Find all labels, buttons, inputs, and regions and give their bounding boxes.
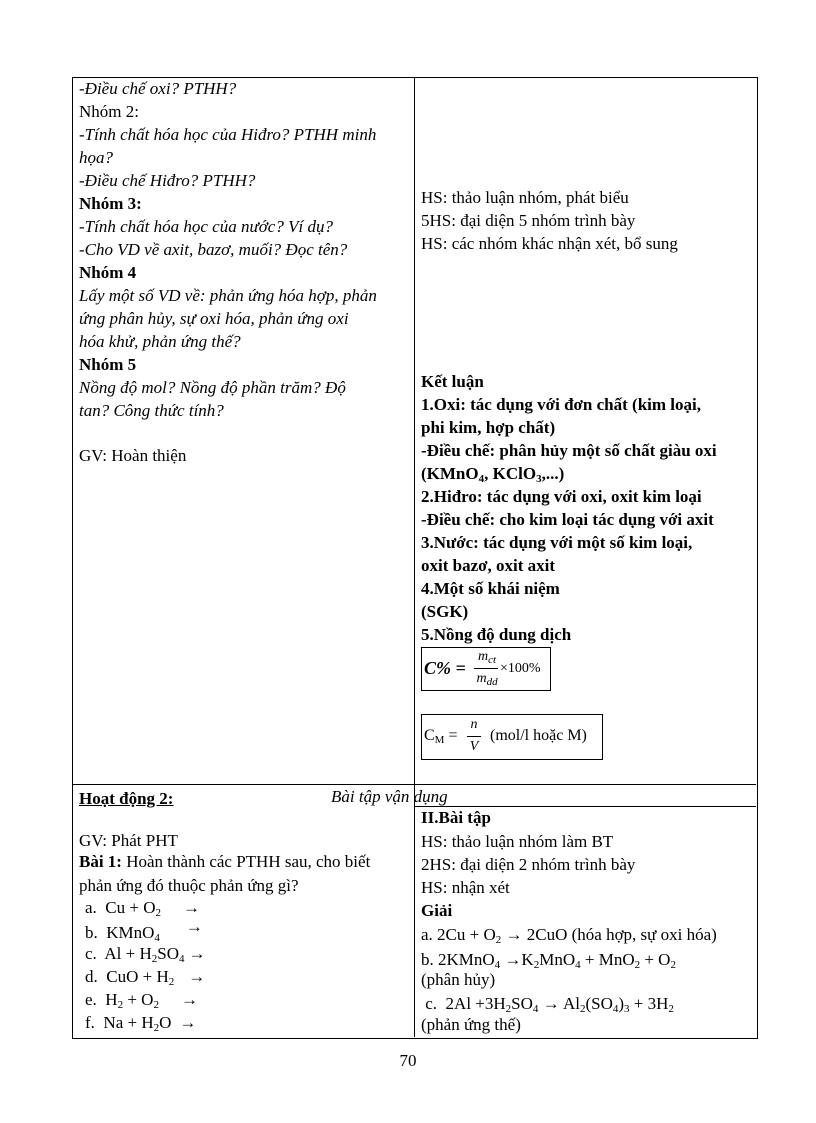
- fraction-bar: [467, 736, 481, 737]
- text-line: 3.Nước: tác dụng với một số kim loại,: [421, 533, 693, 552]
- formula-lhs: C% =: [424, 658, 466, 678]
- formula-rhs: (mol/l hoặc M): [490, 727, 587, 744]
- group-heading: Nhóm 3:: [79, 194, 142, 213]
- text-line: (SGK): [421, 602, 469, 621]
- percent-concentration-formula: [421, 647, 551, 691]
- reaction-item: c. $Al + H_2SO_4$ →: [85, 944, 206, 965]
- reaction-item: e. $H_2 + O_2$ →: [85, 990, 198, 1011]
- text-line: -Điều chế Hiđro? PTHH?: [79, 171, 256, 190]
- text-line: HS: nhận xét: [421, 878, 510, 897]
- formula-rhs: ×100%: [500, 661, 541, 676]
- text-line: -Điều chế: cho kim loại tác dụng với axit: [421, 510, 714, 529]
- text-line: họa?: [79, 148, 113, 167]
- group-heading: Nhóm 4: [79, 263, 137, 282]
- text-line: 5.Nồng độ dung dịch: [421, 625, 572, 644]
- activity-title: Bài tập vận dụng: [331, 787, 448, 806]
- text-line: 4.Một số khái niệm: [421, 579, 560, 598]
- text-line: -Cho VD về axit, bazơ, muối? Đọc tên?: [79, 240, 348, 259]
- text-line: phản ứng đó thuộc phản ứng gì?: [79, 876, 299, 895]
- text-line: GV: Phát PHT: [79, 831, 178, 850]
- column-divider: [414, 77, 415, 1037]
- reaction-item: b. KMnO$_4$→: [85, 917, 203, 944]
- text-line: 1.Oxi: tác dụng với đơn chất (kim loại,: [421, 395, 701, 414]
- fraction-denominator: V: [469, 739, 479, 754]
- solution-line: (phản ứng thế): [421, 1015, 521, 1034]
- text-line: HS: các nhóm khác nhận xét, bổ sung: [421, 234, 678, 253]
- text-line: hóa khử, phản ứng thế?: [79, 332, 241, 351]
- text-line: -Tính chất hóa học của nước? Ví dụ?: [79, 217, 333, 236]
- exercise-line: Bài 1: Hoàn thành các PTHH sau, cho biết: [79, 852, 371, 871]
- text-line: Lấy một số VD về: phản ứng hóa hợp, phản: [79, 286, 377, 305]
- text-line: oxit bazơ, oxit axit: [421, 556, 556, 575]
- text-line: -Tính chất hóa học của Hiđro? PTHH minh: [79, 125, 377, 144]
- activity-heading: Hoạt động 2:: [79, 789, 174, 808]
- solution-line: b. 2KMnO$_4$ $\to K_2MnO_4 + MnO_2 + O_2$: [421, 950, 676, 971]
- formula-lhs: $C_M$ =: [424, 727, 458, 746]
- solution-heading: Giải: [421, 901, 453, 920]
- text-line: Nồng độ mol? Nồng độ phần trăm? Độ: [79, 378, 346, 397]
- fraction-numerator: n: [470, 717, 478, 732]
- reaction-item: f. $Na + H_2O$ →: [85, 1013, 197, 1034]
- group-heading: Nhóm 2:: [79, 102, 139, 121]
- text-line: 2.Hiđro: tác dụng với oxi, oxit kim loại: [421, 487, 702, 506]
- reaction-item: a. $Cu + O_2$ →: [85, 898, 200, 919]
- text-line: HS: thảo luận nhóm làm BT: [421, 832, 614, 851]
- reaction-item: d. CuO + $H_2$ →: [85, 967, 206, 988]
- solution-line: (phân hủy): [421, 970, 496, 989]
- exercise-heading: II.Bài tập: [421, 808, 491, 827]
- fraction-denominator: $m_{dd}$: [476, 671, 498, 688]
- text-line: -Điều chế: phân hủy một số chất giàu oxi: [421, 441, 717, 460]
- text-line: HS: thảo luận nhóm, phát biểu: [421, 188, 629, 207]
- text-line: GV: Hoàn thiện: [79, 446, 187, 465]
- text-line: 2HS: đại diện 2 nhóm trình bày: [421, 855, 636, 874]
- fraction-numerator: $m_{ct}$: [477, 649, 497, 666]
- page-number: 70: [399, 1051, 417, 1070]
- text-line: 5HS: đại diện 5 nhóm trình bày: [421, 211, 636, 230]
- group-heading: Nhóm 5: [79, 355, 137, 374]
- solution-line: a. $2Cu + O_2 \to 2CuO$ (hóa hợp, sự oxi hóa): [421, 925, 717, 946]
- text-line: tan? Công thức tính?: [79, 401, 224, 420]
- conclusion-heading: Kết luận: [421, 372, 484, 391]
- text-line: ứng phân hủy, sự oxi hóa, phản ứng oxi: [79, 309, 349, 328]
- text-line: phi kim, hợp chất): [421, 418, 556, 437]
- text-line: (KMnO$_4$, KClO$_3$,...): [421, 464, 565, 485]
- solution-line: c. $2Al +3H_2SO_4 \to Al_2(SO_4)_3 + 3H_2$: [421, 994, 674, 1015]
- section-divider: [72, 784, 756, 785]
- molar-concentration-formula: [421, 714, 603, 760]
- fraction-bar: [474, 668, 498, 669]
- text-line: -Điều chế oxi? PTHH?: [79, 79, 237, 98]
